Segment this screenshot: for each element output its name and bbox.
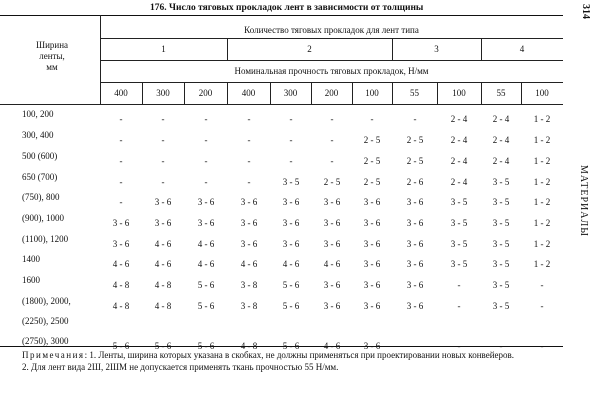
- table-cell: 3 - 6: [363, 239, 381, 249]
- table-cell: 5 - 6: [197, 280, 215, 290]
- table-cell: 3 - 5: [492, 197, 510, 207]
- table-cell: -: [330, 156, 334, 166]
- table-cell: -: [289, 135, 293, 145]
- strength-value: 55: [410, 88, 419, 98]
- table-cell: 3 - 5: [492, 218, 510, 228]
- row-label: (2250), 2500: [22, 316, 69, 326]
- table-cell: 3 - 5: [450, 197, 468, 207]
- table-cell: -: [370, 114, 374, 124]
- table-cell: 2 - 4: [492, 135, 510, 145]
- table-cell: -: [457, 301, 461, 311]
- table-cell: 2 - 5: [406, 156, 424, 166]
- table-cell: 5 - 6: [154, 341, 172, 351]
- table-cell: 4 - 6: [154, 259, 172, 269]
- table-cell: 3 - 5: [450, 259, 468, 269]
- table-cell: 3 - 6: [363, 259, 381, 269]
- table-cell: -: [540, 280, 544, 290]
- row-label: 500 (600): [22, 151, 58, 161]
- table-cell: -: [119, 114, 123, 124]
- table-cell: -: [161, 177, 165, 187]
- table-cell: 1 - 2: [533, 259, 551, 269]
- table-cell: 4 - 8: [154, 301, 172, 311]
- table-cell: -: [289, 156, 293, 166]
- table-cell: 4 - 6: [240, 259, 258, 269]
- note-prefix: Примечания: [22, 350, 85, 360]
- table-cell: 2 - 4: [450, 135, 468, 145]
- table-cell: 5 - 6: [282, 280, 300, 290]
- table-cell: 3 - 6: [363, 301, 381, 311]
- table-cell: 3 - 6: [363, 197, 381, 207]
- table-cell: 3 - 6: [112, 239, 130, 249]
- table-cell: -: [247, 114, 251, 124]
- table-bottom-rule: [0, 346, 563, 347]
- strength-value: 100: [452, 88, 466, 98]
- type-1-header: 1: [161, 44, 166, 54]
- table-top-rule: [0, 15, 563, 16]
- table-cell: 2 - 6: [406, 177, 424, 187]
- table-cell: -: [161, 135, 165, 145]
- table-cell: 3 - 6: [323, 239, 341, 249]
- table-cell: 3 - 5: [492, 259, 510, 269]
- strength-header: Номинальная прочность тяговых прокладок, Н/мм: [234, 66, 429, 76]
- note-line-2: 2. Для лент вида 2Ш, 2ШМ не допускается применять ткань прочностью 55 Н/мм.: [22, 362, 339, 372]
- table-cell: 2 - 4: [450, 114, 468, 124]
- table-cell: 3 - 6: [323, 197, 341, 207]
- table-cell: 3 - 6: [406, 301, 424, 311]
- table-cell: -: [540, 301, 544, 311]
- width-label-line: мм: [46, 62, 58, 72]
- table-cell: 1 - 2: [533, 197, 551, 207]
- table-cell: 3 - 6: [154, 218, 172, 228]
- section-name: МАТЕРИАЛЫ: [578, 165, 589, 237]
- table-cell: -: [204, 177, 208, 187]
- table-cell: 1 - 2: [533, 239, 551, 249]
- table-cell: 1 - 2: [533, 156, 551, 166]
- row-label: 650 (700): [22, 172, 58, 182]
- table-cell: -: [457, 341, 461, 351]
- strength-value: 100: [365, 88, 379, 98]
- strength-value: 400: [114, 88, 128, 98]
- row-label: (900), 1000: [22, 213, 64, 223]
- table-cell: 3 - 5: [282, 177, 300, 187]
- table-cell: 4 - 6: [282, 259, 300, 269]
- table-cell: 5 - 6: [282, 301, 300, 311]
- table-cell: -: [540, 341, 544, 351]
- table-cell: 2 - 5: [363, 156, 381, 166]
- table-cell: 3 - 6: [323, 301, 341, 311]
- table-cell: 3 - 6: [112, 218, 130, 228]
- table-cell: -: [204, 114, 208, 124]
- table-cell: 4 - 8: [154, 280, 172, 290]
- width-column-header: [22, 40, 82, 73]
- strength-value: 55: [496, 88, 506, 98]
- table-cell: -: [247, 156, 251, 166]
- table-cell: 3 - 6: [197, 197, 215, 207]
- table-cell: 3 - 6: [154, 197, 172, 207]
- table-cell: 3 - 6: [323, 280, 341, 290]
- table-cell: -: [119, 156, 123, 166]
- count-header: Количество тяговых прокладок для лент типа: [244, 25, 419, 35]
- table-cell: 2 - 4: [492, 156, 510, 166]
- row-label: (1100), 1200: [22, 234, 69, 244]
- table-cell: 4 - 8: [112, 280, 130, 290]
- table-cell: 3 - 6: [282, 239, 300, 249]
- strength-value: 300: [156, 88, 170, 98]
- table-cell: 3 - 6: [240, 218, 258, 228]
- strength-value: 100: [535, 88, 549, 98]
- row-label: 300, 400: [22, 130, 54, 140]
- type-4-header: 4: [519, 44, 525, 54]
- table-cell: 3 - 6: [282, 197, 300, 207]
- table-cell: 4 - 6: [197, 239, 215, 249]
- table-cell: 3 - 8: [240, 280, 258, 290]
- table-cell: -: [330, 114, 334, 124]
- table-cell: 3 - 6: [363, 341, 381, 351]
- table-cell: -: [413, 114, 417, 124]
- table-cell: 2 - 4: [450, 177, 468, 187]
- table-cell: 1 - 2: [533, 218, 551, 228]
- table-cell: 4 - 6: [323, 341, 341, 351]
- row-label: 1600: [22, 275, 40, 285]
- row-label: (1800), 2000,: [22, 296, 71, 306]
- table-cell: 3 - 8: [240, 301, 258, 311]
- table-cell: 3 - 6: [406, 239, 424, 249]
- table-cell: -: [457, 280, 461, 290]
- table-cell: 3 - 6: [363, 218, 381, 228]
- table-cell: 5 - 6: [112, 341, 130, 351]
- table-cell: 3 - 6: [240, 197, 258, 207]
- strength-value: 400: [241, 88, 256, 98]
- table-cell: -: [119, 197, 123, 207]
- header-rule: [100, 82, 563, 83]
- table-cell: -: [161, 114, 165, 124]
- table-title: 176. Число тяговых прокладок лент в зависимости от толщины: [150, 3, 424, 13]
- row-label: (750), 800: [22, 192, 60, 202]
- table-cell: 2 - 4: [492, 114, 510, 124]
- table-cell: 4 - 6: [112, 259, 130, 269]
- table-cell: 4 - 6: [197, 259, 215, 269]
- table-cell: 3 - 6: [240, 239, 258, 249]
- table-cell: 2 - 5: [363, 135, 381, 145]
- table-cell: 3 - 5: [450, 239, 468, 249]
- table-cell: 3 - 5: [450, 218, 468, 228]
- table-cell: -: [289, 114, 293, 124]
- table-cell: 3 - 6: [406, 259, 424, 269]
- table-cell: 3 - 6: [363, 280, 381, 290]
- table-cell: 4 - 8: [240, 341, 258, 351]
- table-cell: -: [499, 341, 503, 351]
- strength-value: 200: [324, 88, 339, 98]
- table-cell: 4 - 6: [323, 259, 341, 269]
- table-cell: 3 - 6: [406, 280, 424, 290]
- table-cell: 3 - 5: [492, 239, 510, 249]
- table-cell: 4 - 6: [154, 239, 172, 249]
- note-text-1: : 1. Ленты, ширина которых указана в скобках, не должны применяться при проектировании новых конвейеров.: [84, 350, 515, 360]
- table-cell: 1 - 2: [533, 135, 551, 145]
- page-number: 314: [580, 4, 591, 19]
- table-cell: 3 - 6: [197, 218, 215, 228]
- table-cell: 3 - 5: [492, 177, 510, 187]
- table-cell: -: [204, 135, 208, 145]
- table-cell: -: [204, 156, 208, 166]
- table-cell: 3 - 6: [406, 197, 424, 207]
- header-rule: [100, 60, 563, 61]
- table-cell: 5 - 6: [282, 341, 300, 351]
- table-cell: 5 - 6: [197, 341, 215, 351]
- table-cell: 3 - 5: [492, 301, 510, 311]
- strength-value: 200: [198, 88, 213, 98]
- row-label: 100, 200: [22, 109, 54, 119]
- table-cell: 2 - 5: [406, 135, 424, 145]
- type-2-header: 2: [307, 44, 312, 54]
- header-rule: [100, 38, 563, 39]
- table-cell: 3 - 6: [282, 218, 300, 228]
- table-cell: 3 - 6: [323, 218, 341, 228]
- table-cell: -: [119, 135, 123, 145]
- width-label-line: Ширина: [35, 40, 69, 50]
- table-cell: 4 - 8: [112, 301, 130, 311]
- table-cell: -: [330, 135, 334, 145]
- table-cell: 1 - 2: [533, 177, 551, 187]
- width-label-line: ленты,: [39, 51, 65, 61]
- row-label: 1400: [22, 254, 40, 264]
- table-cell: -: [119, 177, 123, 187]
- table-cell: 2 - 4: [450, 156, 468, 166]
- row-label: (2750), 3000: [22, 336, 69, 346]
- header-rule: [0, 104, 563, 105]
- table-cell: 1 - 2: [533, 114, 551, 124]
- note-line-1: [22, 350, 514, 360]
- type-3-header: 3: [434, 44, 439, 54]
- strength-value: 300: [283, 88, 298, 98]
- table-cell: 3 - 6: [406, 218, 424, 228]
- table-cell: 5 - 6: [197, 301, 215, 311]
- table-cell: 3 - 5: [492, 280, 510, 290]
- table-cell: -: [161, 156, 165, 166]
- table-cell: 2 - 5: [363, 177, 381, 187]
- table-cell: 2 - 5: [323, 177, 341, 187]
- table-cell: -: [247, 177, 251, 187]
- table-cell: -: [247, 135, 251, 145]
